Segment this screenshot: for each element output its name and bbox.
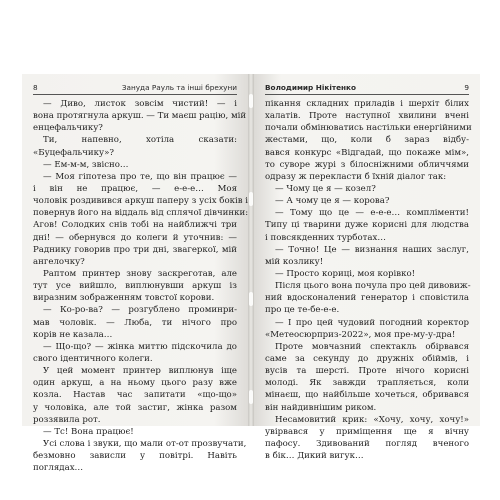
text-line: мав чоловік. — Люба, ти нічого про — [33, 317, 237, 328]
text-line: — Ем-м-м, звісно… — [43, 159, 129, 170]
left-page-text — [33, 98, 249, 474]
text-line: мій козлику! — [265, 256, 324, 267]
text-line: — Тому що це — е-е-е… компліменти! — [275, 208, 469, 219]
text-line: «Буцефальчику»? — [33, 147, 114, 158]
right-page — [254, 74, 480, 462]
text-line: безмовно зависли у повітрі. Навіть — [33, 451, 237, 462]
binding-stitch — [249, 390, 253, 404]
text-line: — Ко-ро-ва? — розгублено проминри- — [43, 305, 237, 316]
text-line: поглядах… — [33, 463, 84, 474]
text-line: повернув його на віддаль від сплячої дівчинки: — [33, 208, 249, 219]
text-line: — Точно! Це — визнання наших заслуг, — [275, 244, 469, 255]
text-line: дні! — обернувся до колеги й уточнив: — — [33, 232, 237, 243]
text-line: у чоловіка, але той застиг, жінка разом — [33, 402, 237, 413]
text-line: Несамовитий крик: «Хочу, хочу, хочу!» — [275, 414, 469, 425]
text-line: мінаєш, що найбільше хочеться, обривався — [265, 390, 469, 401]
text-line: саме за секунду до дружніх обіймів, і — [265, 353, 469, 364]
text-line: роззявила рот. — [33, 414, 101, 425]
text-line: У цей момент принтер виплюнув іще — [43, 366, 237, 377]
text-line: в бік… Дикий вигук… — [265, 451, 364, 462]
text-line: свого ідентичного колеги. — [33, 353, 153, 364]
text-line: Раптом принтер знову заскреготав, але — [43, 268, 237, 279]
text-line: чоловік роздивився аркуш паперу з усіх боків і — [33, 196, 249, 207]
binding-stitch — [249, 292, 253, 306]
text-line: один аркуш, а на ньому цього разу вже — [33, 378, 237, 389]
text-line: увірвався у приміщення ще я вічну — [265, 426, 469, 437]
text-line: і він не працює, — е-е-е… Моя — [33, 183, 237, 194]
text-line: пафосу. Здивований погляд вченого — [265, 438, 469, 449]
text-line: вався конкурс «Відгадай, що покаже мім», — [265, 147, 469, 158]
text-line: то суворе журі з білосніжними обличчями — [265, 159, 469, 170]
text-line: вона протягнула аркуш. — Ти маєш рацію, мій — [33, 111, 247, 122]
text-line: — Чому це я — козел? — [275, 183, 376, 194]
text-line: — Що-що? — жінка миттю підскочила до — [43, 341, 237, 352]
text-line: тут усе вийшло, виплюнувши аркуш із — [33, 281, 237, 292]
binding-stitch — [249, 94, 253, 108]
running-title-right: Володимир Нікітенко — [265, 83, 357, 92]
text-line: енцефальчику? — [33, 123, 103, 134]
text-line: — Моя гіпотеза про те, що він працює — — [43, 171, 237, 182]
text-line: — А чому це я — корова? — [275, 196, 390, 207]
text-line: вусів та шерсті. Проте нічого корисні — [265, 366, 469, 377]
text-line: Агов! Солодких снів тобі на найближчі три — [33, 220, 237, 231]
right-page-header — [265, 83, 469, 95]
text-line: виразним зображенням товстої корови. — [33, 293, 215, 304]
open-book — [22, 74, 480, 474]
right-page-text — [265, 98, 472, 462]
left-page-header — [33, 83, 237, 95]
text-line: «Метеосюрприз-2022», моя пре-му-у-дра! — [265, 329, 456, 340]
running-title-left: Зануда Рауль та інші брехуни — [121, 83, 237, 92]
text-line: молоді. Як завжди трапляється, коли — [265, 378, 469, 389]
text-line: Раднику говорив про три дні, звагеркої, мій — [33, 244, 237, 255]
text-line: і повсякденних турботах… — [265, 232, 386, 243]
text-line: про це те-бе-е-е. — [265, 305, 340, 316]
text-line: — Просто кориці, моя корівко! — [275, 268, 416, 279]
left-page — [22, 74, 249, 474]
text-line: — Тс! Вона працює! — [43, 426, 134, 437]
text-line: Після цього вона почула про цей дивовиж- — [275, 281, 471, 292]
text-line: Ти, напевно, хотіла сказати: — [43, 135, 237, 146]
binding-stitch — [249, 192, 253, 206]
text-line: халатів. Проте наступної хвилини вчені — [265, 111, 469, 122]
page-number-right: 9 — [464, 83, 469, 92]
text-line: Проте мовчазний спектакль обірвався — [275, 341, 469, 352]
text-line: він найдивнішим риком. — [265, 402, 377, 413]
text-line: козла. Настав час запитати «що-що» — [33, 390, 237, 401]
text-line: Усі слова і звуки, що мали от-от прозвучати, — [43, 438, 247, 449]
text-line: одразу ж перекласти б їхній діалог так: — [265, 171, 447, 182]
text-line: — Диво, листок зовсім чистий! — і — [43, 99, 237, 109]
text-line: жестами, що, коли б зараз відбу- — [265, 135, 469, 146]
page-number-left: 8 — [33, 83, 38, 92]
text-line: — І про цей чудовий погодний коректор — [275, 317, 469, 328]
text-line: пікання складних приладів і шерхіт білих — [265, 99, 469, 109]
text-line: почали обмінюватись настільки енергійними — [265, 123, 472, 134]
text-line: ангелочку? — [33, 256, 85, 267]
text-line: Типу ці тварини дуже корисні для людства — [265, 220, 469, 231]
text-line: ний вдосконалений генератор і сповістила — [265, 293, 469, 304]
text-line: корів не казала… — [33, 329, 113, 340]
